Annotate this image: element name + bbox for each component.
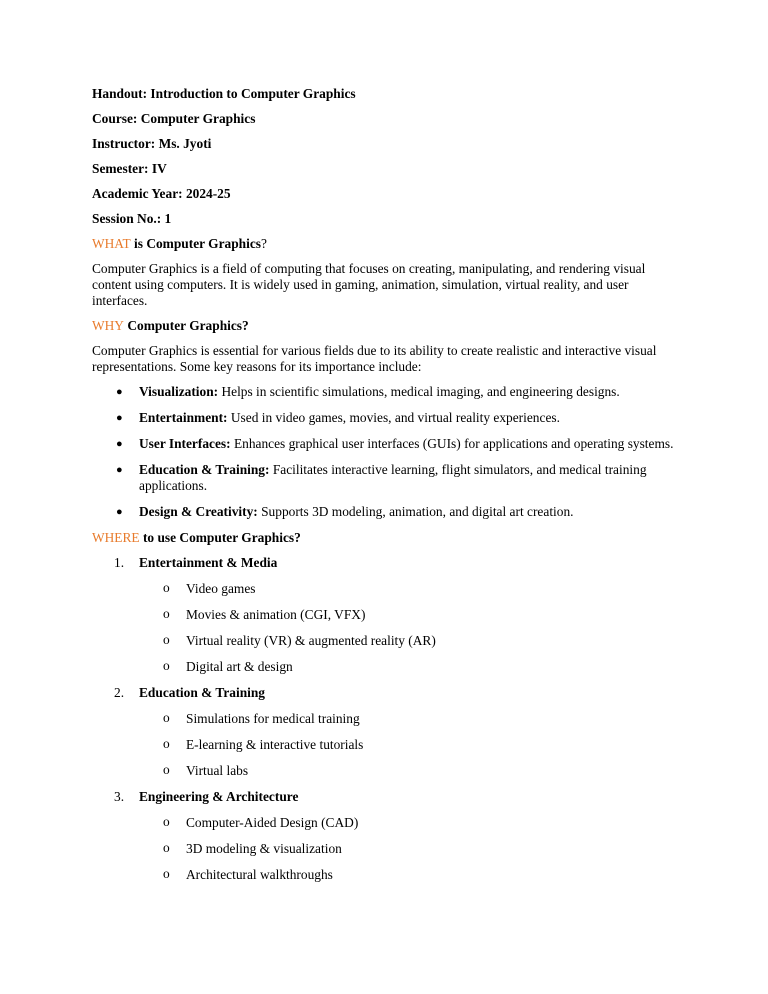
- circle-bullet-icon: o: [163, 866, 170, 881]
- list-item: [139, 659, 682, 675]
- list-item: [139, 737, 682, 753]
- list-item-text: Virtual labs: [186, 763, 249, 778]
- list-item: [92, 410, 682, 426]
- handout-title: Handout: Introduction to Computer Graphics: [92, 86, 356, 101]
- where-numbered-list: [92, 555, 682, 883]
- what-body: Computer Graphics is a field of computing that focuses on creating, manipulating, and rendering visual content using computers. It is widely used in gaming, animation, simulation, virtual reality, and user interfaces.: [92, 261, 646, 308]
- bullet-icon: ●: [116, 464, 123, 476]
- list-item: [92, 384, 682, 400]
- circle-bullet-icon: o: [163, 632, 170, 647]
- section-number: 1.: [114, 555, 125, 570]
- list-item-text: Used in video games, movies, and virtual reality experiences.: [227, 410, 560, 425]
- section-title: Engineering & Architecture: [139, 789, 299, 804]
- where-section-education: [92, 685, 682, 779]
- bullet-icon: ●: [116, 506, 123, 518]
- where-section-entertainment: [92, 555, 682, 675]
- list-item-term: Visualization:: [139, 384, 219, 399]
- circle-bullet-icon: o: [163, 580, 170, 595]
- why-body: Computer Graphics is essential for various fields due to its ability to create realistic and interactive visual representations. Some key reasons for its importance include:: [92, 343, 657, 374]
- circle-bullet-icon: o: [163, 736, 170, 751]
- what-heading: [92, 236, 682, 252]
- list-item-term: User Interfaces:: [139, 436, 231, 451]
- list-item-text: Helps in scientific simulations, medical imaging, and engineering designs.: [218, 384, 620, 399]
- list-item: [139, 867, 682, 883]
- section-number: 3.: [114, 789, 125, 804]
- list-item: [139, 711, 682, 727]
- where-heading: [92, 530, 682, 546]
- academic-year-line: Academic Year: 2024-25: [92, 186, 231, 201]
- why-bullet-list: [92, 384, 682, 520]
- list-item: [139, 633, 682, 649]
- list-item-term: Education & Training:: [139, 462, 270, 477]
- what-keyword: WHAT: [92, 236, 131, 251]
- session-line: Session No.: 1: [92, 211, 172, 226]
- course-line: Course: Computer Graphics: [92, 111, 256, 126]
- list-item: [92, 462, 682, 494]
- bullet-icon: ●: [116, 386, 123, 398]
- list-item-term: Entertainment:: [139, 410, 228, 425]
- circle-bullet-icon: o: [163, 762, 170, 777]
- sub-list: [139, 581, 682, 675]
- list-item: [139, 607, 682, 623]
- circle-bullet-icon: o: [163, 814, 170, 829]
- list-item-text: Enhances graphical user interfaces (GUIs) for applications and operating systems.: [230, 436, 674, 451]
- section-title: Education & Training: [139, 685, 266, 700]
- bullet-icon: ●: [116, 412, 123, 424]
- what-heading-tail: ?: [261, 236, 267, 251]
- what-heading-text: is Computer Graphics: [130, 236, 262, 251]
- list-item-text: Facilitates interactive learning, flight simulators, and medical training applications.: [139, 462, 647, 493]
- list-item: [139, 763, 682, 779]
- why-keyword: WHY: [92, 318, 124, 333]
- why-heading: [92, 318, 682, 334]
- list-item: [92, 436, 682, 452]
- semester-line: Semester: IV: [92, 161, 167, 176]
- list-item-text: Computer-Aided Design (CAD): [186, 815, 359, 830]
- list-item-text: E-learning & interactive tutorials: [186, 737, 364, 752]
- list-item: [139, 841, 682, 857]
- sub-list: [139, 711, 682, 779]
- where-keyword: WHERE: [92, 530, 140, 545]
- document-page: [92, 86, 682, 893]
- bullet-icon: ●: [116, 438, 123, 450]
- list-item: [139, 815, 682, 831]
- circle-bullet-icon: o: [163, 658, 170, 673]
- circle-bullet-icon: o: [163, 606, 170, 621]
- list-item-text: Architectural walkthroughs: [186, 867, 333, 882]
- section-number: 2.: [114, 685, 125, 700]
- why-heading-text: Computer Graphics?: [123, 318, 249, 333]
- list-item-text: Video games: [186, 581, 256, 596]
- list-item: [92, 504, 682, 520]
- list-item-text: Supports 3D modeling, animation, and digital art creation.: [257, 504, 574, 519]
- where-section-engineering: [92, 789, 682, 883]
- list-item-text: 3D modeling & visualization: [186, 841, 342, 856]
- instructor-line: Instructor: Ms. Jyoti: [92, 136, 212, 151]
- list-item-text: Simulations for medical training: [186, 711, 360, 726]
- section-title: Entertainment & Media: [139, 555, 278, 570]
- list-item-text: Virtual reality (VR) & augmented reality (AR): [186, 633, 436, 648]
- list-item-term: Design & Creativity:: [139, 504, 258, 519]
- list-item-text: Digital art & design: [186, 659, 293, 674]
- list-item-text: Movies & animation (CGI, VFX): [186, 607, 366, 622]
- list-item: [139, 581, 682, 597]
- circle-bullet-icon: o: [163, 710, 170, 725]
- circle-bullet-icon: o: [163, 840, 170, 855]
- where-heading-text: to use Computer Graphics?: [139, 530, 301, 545]
- sub-list: [139, 815, 682, 883]
